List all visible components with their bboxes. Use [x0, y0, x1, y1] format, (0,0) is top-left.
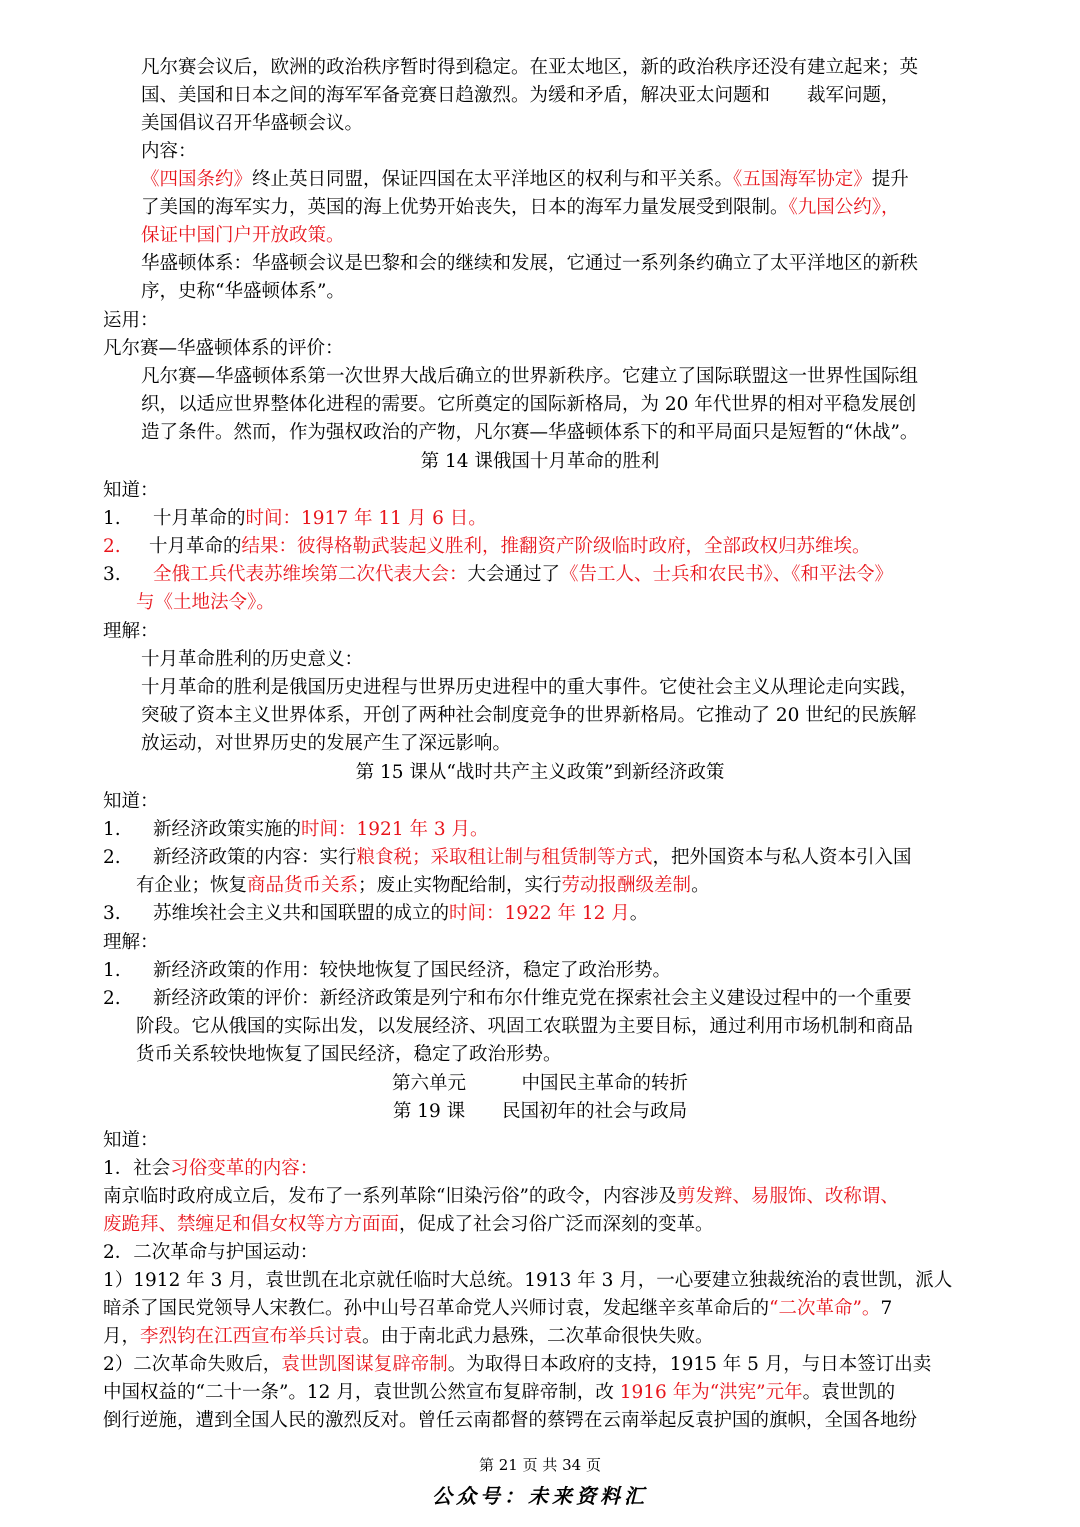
- body-text: 2）二次革命失败后，: [103, 1354, 282, 1375]
- highlight-text: 袁世凯图谋复辟帝制: [281, 1354, 448, 1375]
- paragraph-line: 1）1912 年 3 月，袁世凯在北京就任临时大总统。1913 年 3 月，一心要建立独裁统治的袁世凯，派人: [103, 1270, 953, 1291]
- sub-heading: 2．二次革命与护国运动：: [103, 1242, 319, 1263]
- list-item: [103, 561, 893, 589]
- list-item: [103, 816, 489, 844]
- highlight-text: 时间：1921 年 3 月。: [301, 819, 489, 840]
- body-text: 月，: [103, 1326, 141, 1347]
- list-number: 1.: [103, 819, 121, 840]
- body-text: ，把外国资本与私人资本引入国: [652, 847, 912, 868]
- lesson-heading: 第 15 课从“战时共产主义政策”到新经济政策: [355, 762, 725, 783]
- paragraph-line: [103, 1183, 899, 1211]
- highlight-text: 商品货币关系: [247, 875, 359, 896]
- list-number: 2.: [103, 536, 121, 557]
- body-text: 暗杀了国民党领导人宋教仁。孙中山号召革命党人兴师讨袁，发起继辛亥革命后的: [103, 1298, 770, 1319]
- list-item: [103, 957, 671, 985]
- highlight-line: 与《土地法令》。: [136, 592, 275, 613]
- body-text: 。: [629, 903, 649, 924]
- body-text: 十月革命的: [153, 508, 246, 529]
- unit-heading: 第六单元 中国民主革命的转折: [391, 1073, 688, 1094]
- sub-heading: [103, 1155, 318, 1183]
- paragraph-line: 华盛顿体系：华盛顿会议是巴黎和会的继续和发展，它通过一系列条约确立了太平洋地区的新秩: [141, 253, 919, 274]
- section-label: 理解：: [103, 621, 159, 642]
- paragraph-line: 序，史称“华盛顿体系”。: [141, 281, 345, 302]
- body-text: 新经济政策的内容：实行: [153, 847, 357, 868]
- body-text: 。袁世凯的: [802, 1382, 896, 1403]
- paragraph-line: 凡尔赛—华盛顿体系第一次世界大战后确立的世界新秩序。它建立了国际联盟这一世界性国际组: [141, 366, 919, 387]
- page-number: 第 21 页 共 34 页: [478, 1456, 601, 1474]
- list-number: 2.: [103, 847, 121, 868]
- paragraph-line: 国、美国和日本之间的海军军备竞赛日趋激烈。为缓和矛盾，解决亚太问题和 裁军问题，: [141, 85, 900, 106]
- body-text: 7: [880, 1298, 893, 1319]
- highlight-text: 《告工人、士兵和农民书》、《和平法令》: [560, 564, 894, 585]
- list-number: 3.: [103, 564, 121, 585]
- highlight-text: 结果：彼得格勒武装起义胜利，推翻资产阶级临时政府，全部政权归苏维埃。: [241, 536, 871, 557]
- body-text: 。由于南北武力悬殊，二次革命很快失败。: [362, 1326, 714, 1347]
- paragraph-line: [141, 194, 900, 222]
- body-text: 了美国的海军实力，英国的海上优势开始丧失，日本的海军力量发展受到限制。: [141, 197, 789, 218]
- list-number: 1.: [103, 508, 121, 529]
- paragraph-line: [141, 166, 909, 194]
- body-text: 南京临时政府成立后，发布了一系列革除“旧染污俗”的政令，内容涉及: [103, 1186, 677, 1207]
- paragraph-line: 突破了资本主义世界体系，开创了两种社会制度竞争的世界新格局。它推动了 20 世纪的民族解: [141, 705, 917, 726]
- body-text: 大会通过了: [467, 564, 561, 585]
- paragraph-line: 织，以适应世界整体化进程的需要。它所奠定的国际新格局，为 20 年代世界的相对平稳发展创: [141, 394, 917, 415]
- paragraph-line: 造了条件。然而，作为强权政治的产物，凡尔赛—华盛顿体系下的和平局面只是短暂的“休战”。: [141, 422, 919, 443]
- body-text: 新经济政策的作用：较快地恢复了国民经济，稳定了政治形势。: [153, 960, 672, 981]
- highlight-text: 《四国条约》: [141, 169, 253, 190]
- list-item: [103, 505, 487, 533]
- paragraph-line: 十月革命胜利的历史意义：: [141, 649, 364, 670]
- list-number: 1.: [103, 960, 121, 981]
- paragraph-line: 倒行逆施，遭到全国人民的激烈反对。曾任云南都督的蔡锷在云南举起反袁护国的旗帜，全国各地纷: [103, 1410, 918, 1431]
- body-text: ，促成了社会习俗广泛而深刻的变革。: [399, 1214, 714, 1235]
- section-label: 运用：: [103, 310, 159, 331]
- highlight-line: 保证中国门户开放政策。: [141, 225, 345, 246]
- paragraph-line: [103, 1295, 892, 1323]
- lesson-heading: 第 19 课 民国初年的社会与政局: [392, 1101, 688, 1122]
- body-text: 终止英日同盟，保证四国在太平洋地区的权利与和平关系。: [252, 169, 734, 190]
- body-text: 。为取得日本政府的支持，1915 年 5 月，与日本签订出卖: [447, 1354, 932, 1375]
- highlight-text: 《九国公约》，: [788, 197, 900, 218]
- list-item: [103, 844, 912, 872]
- body-text: 有企业；恢复: [136, 875, 248, 896]
- body-text: 提升: [871, 169, 909, 190]
- highlight-text: 废跪拜、禁缠足和倡女权等方方面面: [103, 1214, 400, 1235]
- section-label: 理解：: [103, 932, 159, 953]
- section-label: 知道：: [103, 791, 159, 812]
- highlight-text: 习俗变革的内容：: [170, 1158, 319, 1179]
- highlight-text: 粮食税；采取租让制与租赁制等方式: [356, 847, 653, 868]
- highlight-text: 劳动报酬级差制: [561, 875, 692, 896]
- paragraph-line: 凡尔赛—华盛顿体系的评价：: [103, 338, 344, 359]
- body-text: ；废止实物配给制，实行: [358, 875, 562, 896]
- body-text: 苏维埃社会主义共和国联盟的成立的: [153, 903, 450, 924]
- list-number: 3.: [103, 903, 121, 924]
- body-text: 新经济政策实施的: [153, 819, 302, 840]
- paragraph-line: 十月革命的胜利是俄国历史进程与世界历史进程中的重大事件。它使社会主义从理论走向实践，: [141, 677, 919, 698]
- body-text: 十月革命的: [149, 536, 242, 557]
- body-text: 中国权益的“二十一条”。12 月，袁世凯公然宣布复辟帝制，改: [103, 1382, 620, 1403]
- list-item: [103, 533, 871, 561]
- highlight-text: 剪发辫、易服饰、改称谓、: [676, 1186, 899, 1207]
- highlight-text: “二次革命”。: [769, 1298, 881, 1319]
- highlight-text: 时间：1922 年 12 月: [449, 903, 630, 924]
- paragraph-line: 凡尔赛会议后，欧洲的政治秩序暂时得到稳定。在亚太地区，新的政治秩序还没有建立起来；英: [141, 57, 919, 78]
- paragraph-line: [103, 1379, 895, 1407]
- paragraph-line: 美国倡议召开华盛顿会议。: [141, 113, 364, 134]
- paragraph-line: [136, 872, 710, 900]
- paragraph-line: [103, 1211, 714, 1239]
- body-text: 新经济政策的评价：新经济政策是列宁和布尔什维克党在探索社会主义建设过程中的一个重要: [153, 988, 912, 1009]
- paragraph-line: 阶段。它从俄国的实际出发，以发展经济、巩固工农联盟为主要目标，通过利用市场机制和商品: [136, 1016, 914, 1037]
- list-item: [103, 900, 648, 928]
- highlight-text: 李烈钧在江西宣布举兵讨袁: [140, 1326, 363, 1347]
- highlight-text: 时间：1917 年 11 月 6 日。: [245, 508, 487, 529]
- section-label: 知道：: [103, 480, 159, 501]
- paragraph-line: [103, 1351, 931, 1379]
- section-label: 内容：: [141, 141, 197, 162]
- lesson-heading: 第 14 课俄国十月革命的胜利: [420, 451, 660, 472]
- list-item: [103, 985, 912, 1013]
- highlight-text: 《五国海军协定》: [733, 169, 872, 190]
- list-number: 2.: [103, 988, 121, 1009]
- body-text: 。: [691, 875, 710, 896]
- body-text: 1．社会: [103, 1158, 171, 1179]
- highlight-text: 全俄工兵代表苏维埃第二次代表大会：: [153, 564, 468, 585]
- paragraph-line: 货币关系较快地恢复了国民经济，稳定了政治形势。: [136, 1044, 562, 1065]
- footer-brand: 公众号：未来资料汇: [432, 1484, 648, 1508]
- paragraph-line: 放运动，对世界历史的发展产生了深远影响。: [141, 733, 512, 754]
- paragraph-line: [103, 1323, 714, 1351]
- section-label: 知道：: [103, 1130, 159, 1151]
- highlight-text: 1916 年为“洪宪”元年: [619, 1382, 803, 1403]
